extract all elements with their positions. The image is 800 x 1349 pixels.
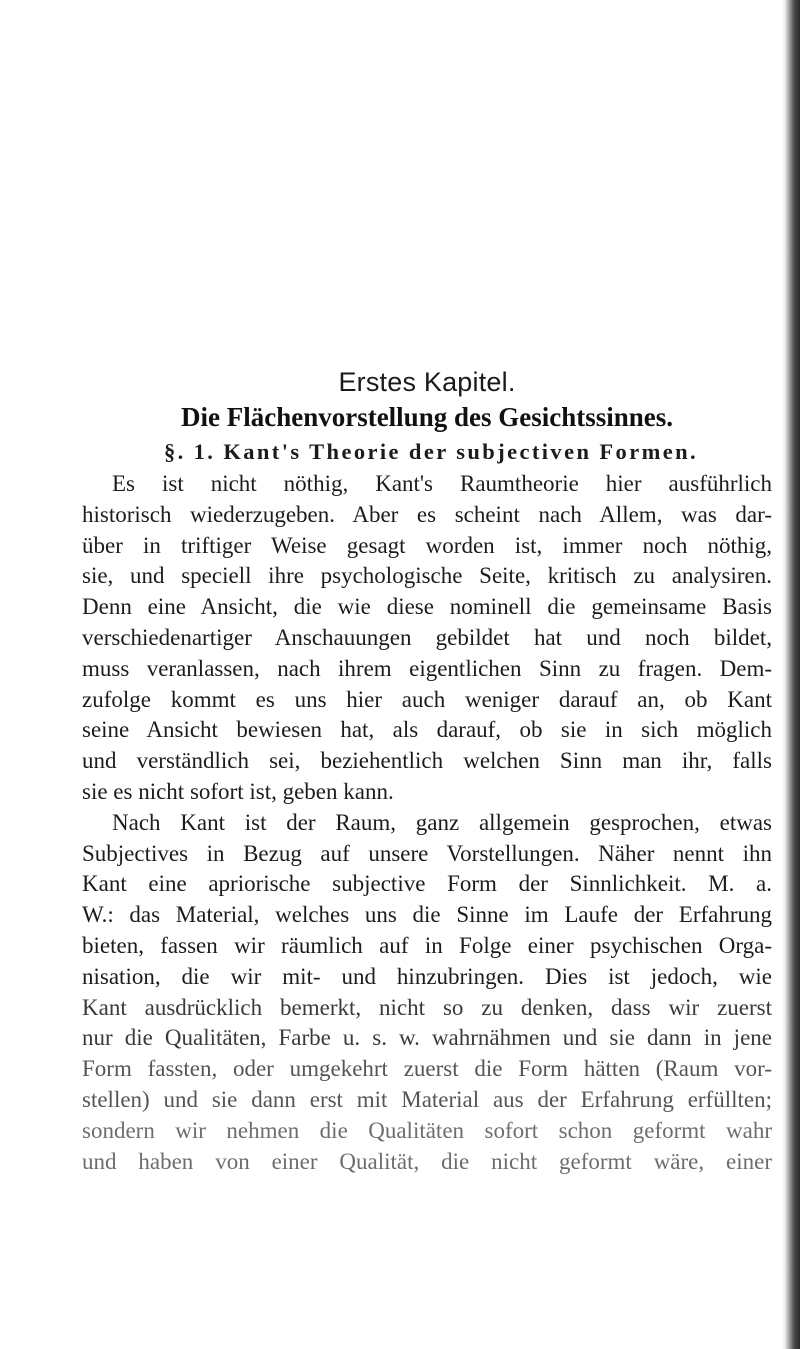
text-line: sie es nicht sofort ist, geben kann. [82,778,394,804]
paragraph-1 [82,469,772,808]
page-edge [786,0,800,1349]
text-line: Kant ausdrücklich bemerkt, nicht so zu denken, dass wir zuerst [82,994,772,1020]
text-line: Subjectives in Bezug auf unsere Vorstellungen. Näher nennt ihn [82,840,772,866]
chapter-heading: Erstes Kapitel. [338,367,516,397]
text-line: verschiedenartiger Anschauungen gebildet hat und noch bildet, [82,624,772,650]
page-text-block [82,367,772,1177]
text-line: und verständlich sei, beziehentlich welchen Sinn man ihr, falls [82,748,772,774]
text-line: muss veranlassen, nach ihrem eigentlichen Sinn zu fragen. Dem- [82,655,772,681]
text-line: Es ist nicht nöthig, Kant's Raumtheorie hier ausführlich [112,471,772,496]
section-heading: Die Flächenvorstellung des Gesichtssinnes. [180,402,673,432]
text-line: bieten, fassen wir räumlich auf in Folge einer psychischen Orga- [82,932,772,958]
text-line: Denn eine Ansicht, die wie diese nominell die gemeinsame Basis [82,594,772,620]
text-line: Form fassten, oder umgekehrt zuerst die Form hätten (Raum vor- [82,1056,772,1082]
text-line: sie, und speciell ihre psychologische Seite, kritisch zu analysiren. [82,563,772,589]
text-line: nisation, die wir mit- und hinzubringen. Dies ist jedoch, wie [82,963,772,989]
text-line: zufolge kommt es uns hier auch weniger darauf an, ob Kant [82,686,772,712]
text-line: seine Ansicht bewiesen hat, als darauf, ob sie in sich möglich [82,717,772,743]
text-line: Nach Kant ist der Raum, ganz allgemein gesprochen, etwas [112,809,772,835]
subsection-heading: §. 1. Kant's Theorie der subjectiven Formen. [163,439,699,464]
text-line: und haben von einer Qualität, die nicht geformt wäre, einer [82,1148,772,1174]
text-line: stellen) und sie dann erst mit Material aus der Erfahrung erfüllten; [82,1086,772,1112]
paragraph-2 [82,808,772,1178]
text-line: historisch wiederzugeben. Aber es scheint nach Allem, was dar- [82,501,772,527]
text-line: Kant eine apriorische subjective Form der Sinnlichkeit. M. a. [82,871,772,897]
text-line: W.: das Material, welches uns die Sinne im Laufe der Erfahrung [82,902,772,928]
text-line: nur die Qualitäten, Farbe u. s. w. wahrnähmen und sie dann in jene [82,1025,772,1051]
text-line: sondern wir nehmen die Qualitäten sofort schon geformt wahr [82,1117,772,1143]
text-line: über in triftiger Weise gesagt worden ist, immer noch nöthig, [82,532,772,558]
